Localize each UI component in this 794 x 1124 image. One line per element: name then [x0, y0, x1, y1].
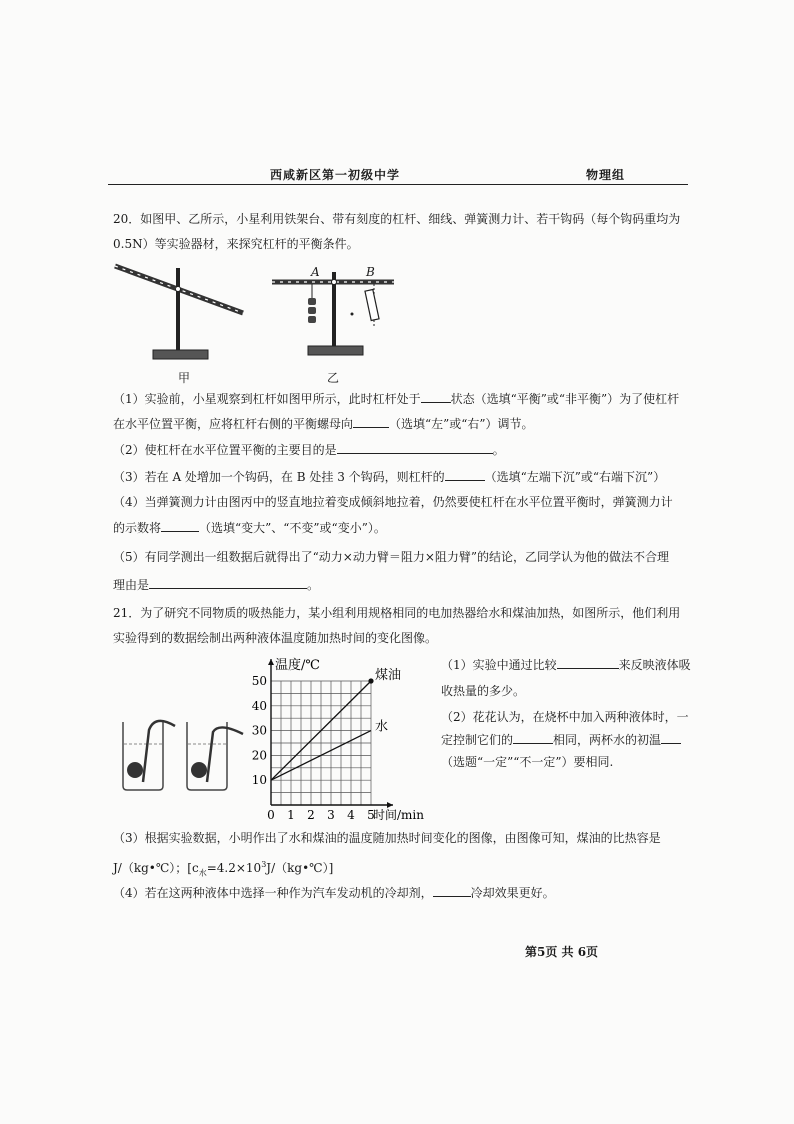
q21-s1-line1 — [441, 656, 691, 674]
x-tick-label: 1 — [287, 808, 295, 822]
q20-intro-line1: 20．如图甲、乙所示，小星利用铁架台、带有刻度的杠杆、细线、弹簧测力计、若干钩码（每个钩码重均为 — [113, 212, 681, 226]
group-name: 物理组 — [586, 168, 626, 182]
dot-mark — [351, 313, 354, 316]
answer-blank[interactable] — [161, 519, 199, 532]
q20-p3 — [113, 468, 665, 486]
q20-p2-text-b: 。 — [492, 443, 505, 457]
x-tick-label: 0 — [267, 808, 275, 822]
q21-intro-line2: 实验得到的数据绘制出两种液体温度随加热时间的变化图像。 — [113, 631, 438, 645]
q20-p4-line2 — [113, 519, 386, 537]
heater-left — [127, 762, 143, 778]
hook-weight — [308, 316, 316, 323]
q20-p1-text-d: （选填“左”或“右”）调节。 — [389, 417, 534, 431]
q21-p3-subscript: 水 — [198, 868, 207, 878]
q21-s1-text-a: （1）实验中通过比较 — [441, 658, 557, 672]
q20-p3-text-b: （选填“左端下沉”或“右端下沉”） — [484, 470, 666, 484]
y-tick-label: 10 — [251, 773, 267, 788]
q20-p4-text-c: （选填“变大”、“不变”或“变小”）。 — [199, 521, 386, 535]
q21-p3-text-d: J/（kg•℃）] — [266, 861, 334, 875]
y-tick-label: 50 — [251, 674, 267, 688]
q21-s2-line3: （选题“一定”“不一定”）要相同. — [441, 755, 614, 769]
q21-s2-text-c: 相同，两杯水的初温 — [553, 733, 662, 747]
q20-intro-line2: 0.5N）等实验器材，来探究杠杆的平衡条件。 — [113, 237, 359, 251]
beakers-figure — [115, 712, 247, 794]
chart-grid — [271, 681, 371, 805]
pivot — [176, 287, 181, 292]
figure-yi — [268, 262, 400, 366]
q21-p3-line2 — [113, 856, 333, 882]
page-header — [108, 164, 688, 185]
q20-p5-text-c: 。 — [307, 578, 320, 592]
q20-p2 — [113, 441, 505, 459]
q20-p1-line1 — [113, 390, 679, 408]
q20-p5-line2 — [113, 576, 319, 594]
chart-series — [271, 667, 401, 780]
answer-blank[interactable] — [661, 731, 681, 744]
y-axis-label: 温度/℃ — [275, 658, 320, 673]
y-tick-label: 40 — [251, 698, 267, 713]
series-end-point — [368, 678, 373, 683]
answer-blank[interactable] — [445, 468, 485, 481]
q21-s1-text-b: 来反映液体吸 — [618, 658, 691, 672]
stand-rod — [176, 268, 180, 352]
q21-s2-line2 — [441, 731, 681, 749]
beaker-right — [187, 722, 243, 790]
pivot — [332, 280, 337, 285]
hook-weight — [308, 307, 316, 314]
q20-p1-text-c: 在水平位置平衡，应将杠杆右侧的平衡螺母向 — [113, 417, 354, 431]
series-label-kerosene: 煤油 — [375, 668, 402, 683]
q20-p2-text-a: （2）使杠杆在水平位置平衡的主要目的是 — [113, 443, 337, 457]
heater-right — [191, 762, 207, 778]
q20-p5-text-b: 理由是 — [113, 578, 150, 592]
q21-s2-text-b: 定控制它们的 — [441, 733, 514, 747]
spring-scale — [365, 289, 379, 320]
q21-p3-text-b: J/（kg•℃）；[c — [113, 861, 199, 875]
label-a: A — [311, 265, 320, 279]
q21-p3-line1: （3）根据实验数据，小明作出了水和煤油的温度随加热时间变化的图像，由图像可知，煤油的比热容是 — [113, 831, 661, 845]
q21-p3-text-c: =4.2×10 — [206, 861, 262, 875]
q21-s2-line1: （2）花花认为，在烧杯中加入两种液体时，一 — [441, 710, 689, 724]
x-tick-label: 4 — [347, 808, 355, 822]
x-tick-label: 3 — [327, 808, 335, 822]
q20-p1-text-a: （1）实验前，小星观察到杠杆如图甲所示，此时杠杆处于 — [113, 392, 421, 406]
x-axis-label: 时间/min — [373, 808, 424, 822]
x-tick-label: 2 — [307, 808, 315, 822]
q21-p4 — [113, 884, 555, 902]
x-tick-label: 5 — [367, 808, 375, 822]
temperature-time-chart — [245, 647, 435, 827]
q20-p4-text-b: 的示数将 — [113, 521, 162, 535]
stand-base — [153, 350, 208, 359]
q20-p1-line2 — [113, 415, 534, 433]
answer-blank[interactable] — [557, 656, 619, 669]
q20-p5-line1: （5）有同学测出一组数据后就得出了“动力×动力臂＝阻力×阻力臂”的结论，乙同学认为他的做法不合理 — [113, 550, 670, 564]
page-number: 第5页 共 6页 — [525, 945, 599, 959]
beaker-left — [123, 721, 175, 790]
answer-blank[interactable] — [337, 441, 493, 454]
q21-p4-text-b: 冷却效果更好。 — [470, 886, 555, 900]
y-tick-label: 20 — [251, 748, 267, 763]
school-name: 西咸新区第一初级中学 — [270, 168, 401, 182]
q21-s1-line2: 收热量的多少。 — [441, 684, 526, 698]
q20-p1-text-b: 状态（选填“平衡”或“非平衡”）为了使杠杆 — [450, 392, 680, 406]
q21-p4-text-a: （4）若在这两种液体中选择一种作为汽车发动机的冷却剂， — [113, 886, 433, 900]
answer-blank[interactable] — [149, 576, 307, 589]
label-b: B — [366, 265, 375, 279]
answer-blank[interactable] — [433, 884, 471, 897]
y-axis-arrow — [268, 659, 274, 665]
hook-weight — [308, 298, 316, 305]
q21-p3-superscript: 3 — [261, 860, 267, 869]
answer-blank[interactable] — [353, 415, 389, 428]
q21-intro-line1: 21．为了研究不同物质的吸热能力，某小组利用规格相同的电加热器给水和煤油加热，如图所示，他们利用 — [113, 606, 681, 620]
q20-p4-line1: （4）当弹簧测力计由图丙中的竖直地拉着变成倾斜地拉着，仍然要使杠杆在水平位置平衡时，弹簧测力计 — [113, 495, 673, 509]
q20-p3-text-a: （3）若在 A 处增加一个钩码，在 B 处挂 3 个钩码，则杠杆的 — [113, 470, 445, 484]
answer-blank[interactable] — [421, 390, 451, 403]
stand-base — [308, 346, 363, 355]
answer-blank[interactable] — [513, 731, 553, 744]
label-yi: 乙 — [327, 371, 340, 385]
y-tick-label: 30 — [251, 723, 267, 738]
label-jia: 甲 — [178, 371, 191, 385]
series-label-water: 水 — [375, 719, 389, 735]
figure-jia — [113, 258, 253, 368]
